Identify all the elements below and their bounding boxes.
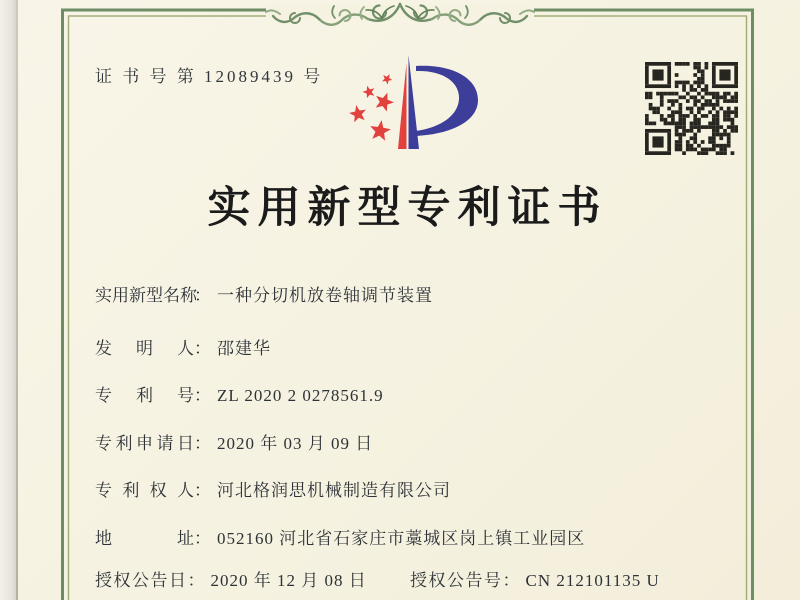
field-value: 邵建华: [217, 339, 271, 358]
field-row-utility-model-name: [95, 281, 433, 306]
field-value: 河北格润思机械制造有限公司: [217, 481, 451, 500]
certificate-number: 证 书 号 第 12089439 号: [95, 67, 324, 86]
field-colon: ：: [194, 386, 211, 405]
field-row-application-date: [95, 429, 373, 454]
field-label: 地址: [95, 529, 194, 548]
field-colon: ：: [194, 339, 211, 358]
grant-date-label: 授权公告日: [95, 571, 188, 590]
grant-number-group: [410, 566, 660, 591]
field-value: 052160 河北省石家庄市藁城区岗上镇工业园区: [217, 529, 586, 548]
scan-paper-edge: [0, 0, 16, 600]
field-row-patentee: [95, 476, 451, 501]
field-row-patent-number: [95, 381, 384, 406]
field-label: 实用新型名称: [95, 286, 197, 305]
field-row-inventor: [95, 334, 271, 359]
certificate-title: 实用新型专利证书: [207, 185, 608, 232]
field-colon: ：: [187, 571, 205, 590]
grant-date-group: [95, 566, 367, 591]
qr-code: [645, 62, 738, 155]
field-colon: ：: [194, 286, 211, 305]
field-label: 发明人: [95, 339, 194, 358]
logo-p-curve: [416, 66, 478, 136]
field-value: 2020 年 03 月 09 日: [217, 434, 374, 453]
field-colon: ：: [502, 571, 520, 590]
field-value: 一种分切机放卷轴调节装置: [217, 286, 433, 305]
field-label: 专利号: [95, 386, 194, 405]
scan-edge-line: [16, 0, 18, 600]
field-label: 专利申请日: [95, 434, 194, 453]
field-label: 专利权人: [95, 481, 194, 500]
cnipa-patent-logo-icon: [342, 54, 482, 156]
green-scroll-ornament-icon: [266, 4, 534, 25]
field-row-address: [95, 524, 585, 549]
field-colon: ：: [194, 529, 211, 548]
field-colon: ：: [194, 481, 211, 500]
grant-number-label: 授权公告号: [410, 571, 503, 590]
logo-stars: [349, 74, 394, 141]
field-value: ZL 2020 2 0278561.9: [217, 386, 384, 405]
field-colon: ：: [194, 434, 211, 453]
grant-number-value: CN 212101135 U: [525, 571, 660, 590]
logo-spike-red: [398, 63, 407, 149]
grant-date-value: 2020 年 12 月 08 日: [210, 571, 367, 590]
ornament-backing: [266, 5, 534, 19]
